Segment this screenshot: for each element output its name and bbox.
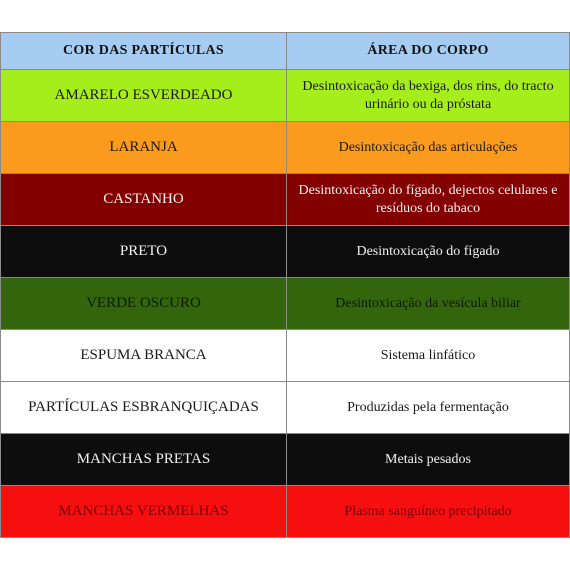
table-row <box>1 70 570 122</box>
particle-color-cell: MANCHAS VERMELHAS <box>1 486 287 537</box>
table-row <box>1 486 570 538</box>
table-row <box>1 122 570 174</box>
particle-color-cell: VERDE OSCURO <box>1 278 287 329</box>
table-row <box>1 278 570 330</box>
particle-color-cell: ESPUMA BRANCA <box>1 330 287 381</box>
body-area-cell: Desintoxicação das articulações <box>287 122 570 173</box>
table-header-row <box>1 33 570 70</box>
body-area-cell: Desintoxicação da vesícula biliar <box>287 278 570 329</box>
table-body <box>1 70 570 538</box>
table-row <box>1 434 570 486</box>
body-area-cell: Sistema linfático <box>287 330 570 381</box>
particle-color-cell: MANCHAS PRETAS <box>1 434 287 485</box>
table-row <box>1 174 570 226</box>
table-row <box>1 382 570 434</box>
header-color-column: COR DAS PARTÍCULAS <box>1 33 287 69</box>
body-area-cell: Metais pesados <box>287 434 570 485</box>
header-body-area-column: ÁREA DO CORPO <box>287 33 570 69</box>
body-area-cell: Desintoxicação da bexiga, dos rins, do tracto urinário ou da próstata <box>287 70 570 121</box>
table-row <box>1 226 570 278</box>
particle-color-cell: PARTÍCULAS ESBRANQUIÇADAS <box>1 382 287 433</box>
body-area-cell: Plasma sanguíneo precipitado <box>287 486 570 537</box>
particle-color-cell: CASTANHO <box>1 174 287 225</box>
detox-color-table <box>0 32 570 538</box>
body-area-cell: Desintoxicação do fígado <box>287 226 570 277</box>
table-row <box>1 330 570 382</box>
body-area-cell: Produzidas pela fermentação <box>287 382 570 433</box>
particle-color-cell: LARANJA <box>1 122 287 173</box>
particle-color-cell: PRETO <box>1 226 287 277</box>
particle-color-cell: AMARELO ESVERDEADO <box>1 70 287 121</box>
body-area-cell: Desintoxicação do fígado, dejectos celulares e resíduos do tabaco <box>287 174 570 225</box>
